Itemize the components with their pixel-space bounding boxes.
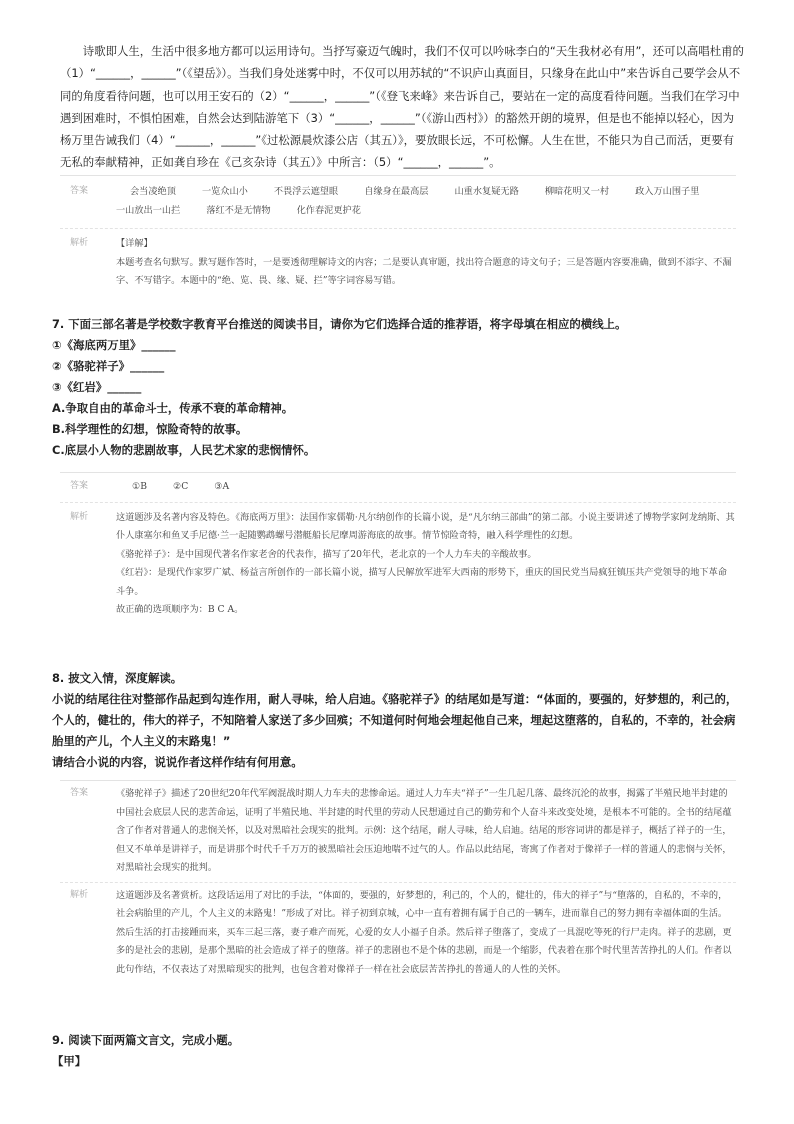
q6-answer-item: 不畏浮云遮望眼 — [273, 186, 339, 197]
q9-title: 9. 阅读下面两篇文言文，完成小题。 — [52, 1033, 240, 1047]
q7-answer-item: ①B — [132, 481, 147, 492]
q6-answer-item: 化作春泥更护花 — [296, 204, 361, 216]
q7-analysis-para: 这道题涉及名著内容及特色。《海底两万里》：法国作家儒勒·凡尔纳创作的长篇小说，是“凡尔纳三部曲”的第二部。小说主要讲述了博物学家阿龙纳斯、其仆人康塞尔和鱼叉手尼德·兰一起随鹦鹉螺号潜艇船长尼摩周游海底的故事。情节惊险奇特，融入科学理性的幻想。 — [116, 511, 735, 541]
q7-option: A.争取自由的革命斗士，传承不衰的革命精神。 — [52, 401, 294, 415]
q8-answer-row — [60, 781, 736, 878]
q7-option: C.底层小人物的悲剧故事，人民艺术家的悲悯情怀。 — [52, 443, 316, 457]
analysis-label: 解析 — [70, 511, 89, 522]
q6-answer-list — [116, 183, 736, 220]
q6-answer-item: 山重水复疑无路 — [454, 186, 519, 197]
analysis-tag: 【详解】 — [116, 238, 153, 249]
answer-label: 答案 — [70, 186, 89, 196]
q7-analysis-row — [60, 503, 736, 620]
q7-item: ③《红岩》______ — [52, 380, 142, 394]
q7-answer-row — [60, 473, 736, 497]
q6-answer-item: 柳暗花明又一村 — [544, 186, 610, 197]
answer-label: 答案 — [70, 481, 89, 491]
q7-analysis — [116, 509, 736, 620]
q7-answer-box — [60, 472, 736, 620]
q6-answer-item: 落红不是无情物 — [206, 204, 271, 216]
q7-answer-list — [116, 478, 736, 497]
q6-passage: 诗歌即人生，生活中很多地方都可以运用诗句。当抒写豪迈气魄时，我们不仅可以吟咏李白的“天生我材必有用”，还可以高唱杜甫的（1）“______，______”（《望岳》）。当我们身处迷雾中时，不仅可以用苏轼的“不识庐山真面目，只缘身在此山中”来告诉自己要学会从不同的角度看待问题，也可以用王安石的（2）“______，______”（《登飞来峰》来告诉自己，要站在一定的高度看待问题。当我们在学习中遇到困难时，不惧怕困难，自然会达到陆游笔下（3）“______，______”（《游山西村》）的豁然开朗的境界，但是也不能掉以轻心，因为杨万里告诫我们（4）“______，______”《过松源晨炊漆公店（其五）》，要放眼长远，不可松懈。人生在世，不能只为自己而活，更要有无私的奉献精神，正如龚自珍在《己亥杂诗（其五）》中所言：（5）“______，______”。 — [60, 44, 744, 170]
q9-section-label: 【甲】 — [52, 1054, 87, 1068]
q8-analysis-row — [60, 883, 736, 980]
q6-answer-item: 一览众山小 — [201, 186, 248, 197]
q7-title: 7. 下面三部名著是学校数字教育平台推送的阅读书目，请你为它们选择合适的推荐语，将字母填在相应的横线上。 — [52, 317, 627, 331]
q8-stem: 小说的结尾往往对整部作品起到勾连作用，耐人寻味，给人启迪。《骆驼祥子》的结尾如是写道：“体面的，要强的，好梦想的，利己的，个人的，健壮的，伟大的祥子，不知陪着人家送了多少回殡；不知道何时何地会埋起他自己来，埋起这堕落的，自私的，不幸的，社会病胎里的产儿，个人主义的末路鬼！” — [52, 692, 738, 748]
q7-option: B.科学理性的幻想，惊险奇特的故事。 — [52, 422, 248, 436]
q6-analysis-text: 本题考查名句默写。默写题作答时，一是要透彻理解诗文的内容；二是要认真审题，找出符合题意的诗文句子；三是答题内容要准确，做到不添字、不漏字、不写错字。本题中的“绝、览、畏、缘、疑、拦”等字词容易写错。 — [116, 256, 732, 286]
q8-question: 请结合小说的内容，说说作者这样作结有何用意。 — [52, 755, 303, 769]
q8-analysis: 这道题涉及名著赏析。这段话运用了对比的手法，“体面的，要强的，好梦想的，利己的，个人的，健壮的，伟大的祥子”与“堕落的，自私的，不幸的，社会病胎里的产儿，个人主义的末路鬼！”形成了对比。祥子初到京城，心中一直有着拥有属于自己的一辆车，进而靠自己的努力拥有幸福体面的生活。然后生活的打击接踵而来，买车三起三落，妻子难产而死，心爱的女人小福子自杀。然后祥子堕落了，变成了一具混吃等死的行尸走肉。祥子的悲剧，更多的是社会的悲剧，是那个黑暗的社会造成了祥子的堕落。祥子的悲剧也不是个体的悲剧，而是一个缩影，代表着在那个时代里苦苦挣扎的人们。作者以此句作结，不仅表达了对黑暗现实的批判，也包含着对像祥子一样在社会底层苦苦挣扎的普通人的人性的关怀。 — [116, 889, 732, 975]
q6-analysis-row — [60, 229, 736, 291]
q7-analysis-para: 《骆驼祥子》：是中国现代著名作家老舍的代表作，描写了20年代，老北京的一个人力车夫的辛酸故事。 — [116, 548, 537, 560]
q7-answer-item: ③A — [214, 481, 230, 492]
q7-analysis-para: 《红岩》：是现代作家罗广斌、杨益言所创作的一部长篇小说，描写人民解放军进军大西南的形势下，重庆的国民党当局疯狂镇压共产党领导的地下革命斗争。 — [116, 567, 727, 597]
q8-answer-box — [60, 780, 736, 979]
q6-answer-item: 自缘身在最高层 — [364, 186, 429, 197]
q8-answer: 《骆驼祥子》描述了20世纪20年代军阀混战时期人力车夫的悲惨命运。通过人力车夫“祥子”一生几起几落、最终沉沦的故事，揭露了半殖民地半封建的中国社会底层人民的悲苦命运，证明了半殖民地、半封建的时代里的劳动人民想通过自己的勤劳和个人奋斗来改变处境，是根本不可能的。全书的结尾蕴含了作者对普通人的悲悯关怀，以及对黑暗社会现实的批判。示例：这个结尾，耐人寻味，给人启迪。结尾的形容词讲的都是祥子，概括了祥子的一生，但又不单单是讲祥子，而是讲那个时代千千万万的被黑暗社会压迫地喘不过气的人。作品以此结尾，寄寓了作者对于像祥子一样的普通人的悲悯与关怀，对黑暗社会现实的批判。 — [116, 788, 732, 873]
q6-answer-item: 会当凌绝顶 — [130, 186, 176, 197]
q7-item: ①《海底两万里》______ — [52, 338, 176, 352]
q6-answer-item: 政入万山围子里 — [635, 186, 700, 197]
q6-answer-row — [60, 176, 736, 220]
q6-answer-box — [60, 175, 736, 291]
analysis-label: 解析 — [70, 238, 89, 248]
answer-label: 答案 — [70, 788, 89, 798]
q8-title: 8. 披文入情，深度解读。 — [52, 671, 183, 685]
q6-answer-item: 一山放出一山拦 — [116, 204, 181, 216]
q7-answer-item: ②C — [173, 481, 189, 492]
q7-analysis-para: 故正确的选项顺序为：B C A。 — [116, 604, 244, 615]
q6-analysis — [116, 235, 736, 291]
q7-item: ②《骆驼祥子》______ — [52, 359, 165, 373]
analysis-label: 解析 — [70, 889, 89, 900]
